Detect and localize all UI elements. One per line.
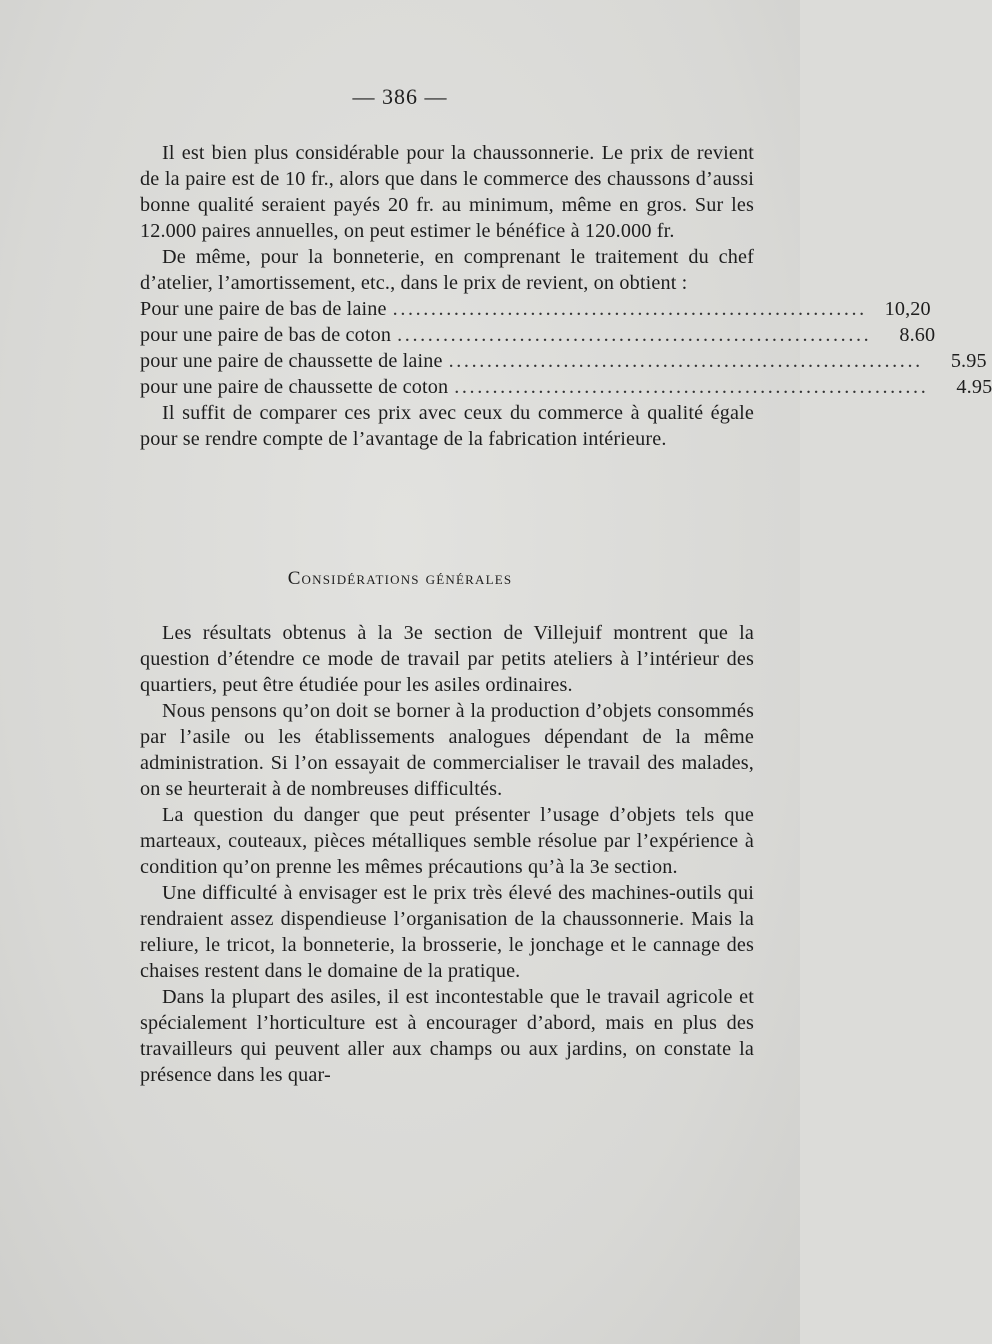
leader-dots: ..............................................................	[392, 298, 867, 320]
price-row	[140, 374, 992, 400]
price-row	[140, 348, 987, 374]
paragraph-agriculture: Dans la plupart des asiles, il est incontestable que le travail agricole et spécialement l’horticulture est à encourager d’abord, mais en plus des travailleurs qui peuvent aller aux champs ou aux jardins, on constate la présence dans les quar-	[140, 986, 754, 1086]
paragraph-chaussonnerie: Il est bien plus considérable pour la chaussonnerie. Le prix de revient de la paire est de 10 fr., alors que dans le commerce des chaussons d’aussi bonne qualité seraient payés 20 fr. au minimum, même en gros. Sur les 12.000 paires annuelles, on peut estimer le bénéfice à 120.000 fr.	[140, 142, 754, 242]
leader-dots: ..............................................................	[448, 350, 923, 372]
price-label: pour une paire de chaussette de coton	[140, 376, 449, 398]
top-text-block	[140, 140, 992, 452]
leader-dots: ..............................................................	[454, 376, 929, 398]
paragraph-production: Nous pensons qu’on doit se borner à la production d’objets consommés par l’asile ou les établissements analogues dépendant de la même administration. Si l’on essayait de commercialiser le travail des malades, on se heurterait à de nombreuses difficultés.	[140, 700, 754, 800]
price-value: 8.60	[899, 324, 936, 346]
section-text-block	[140, 620, 754, 1088]
paragraph-danger: La question du danger que peut présenter l’usage d’objets tels que marteaux, couteaux, pièces métalliques semble résolue par l’expérience à condition qu’on prenne les mêmes précautions qu’à la 3e section.	[140, 804, 754, 878]
page-number: — 386 —	[352, 84, 448, 109]
leader-dots: ..............................................................	[397, 324, 872, 346]
price-value: 10,20	[884, 298, 931, 320]
price-row	[140, 322, 936, 348]
price-label: pour une paire de chaussette de laine	[140, 350, 443, 372]
paragraph-difficulty: Une difficulté à envisager est le prix très élevé des machines-outils qui rendraient assez dispendieuse l’organisation de la chaussonnerie. Mais la reliure, le tricot, la bonneterie, la brosserie, le jonchage et le cannage des chaises restent dans le domaine de la pratique.	[140, 882, 754, 982]
price-label: Pour une paire de bas de laine	[140, 298, 387, 320]
price-list	[140, 296, 992, 400]
price-value: 5.95	[950, 350, 987, 372]
price-value: 4.95	[956, 376, 992, 398]
price-label: pour une paire de bas de coton	[140, 324, 392, 346]
price-row	[140, 296, 931, 322]
paragraph-results: Les résultats obtenus à la 3e section de Villejuif montrent que la question d’étendre ce mode de travail par petits ateliers à l’intérieur des quartiers, peut être étudiée pour les asiles ordinaires.	[140, 622, 754, 696]
section-heading: Considérations générales	[287, 568, 513, 589]
paragraph-conclusion: Il suffit de comparer ces prix avec ceux du commerce à qualité égale pour se rendre compte de l’avantage de la fabrication intérieure.	[140, 402, 754, 450]
paragraph-bonneterie: De même, pour la bonneterie, en comprenant le traitement du chef d’atelier, l’amortissement, etc., dans le prix de revient, on obtient :	[140, 246, 754, 294]
